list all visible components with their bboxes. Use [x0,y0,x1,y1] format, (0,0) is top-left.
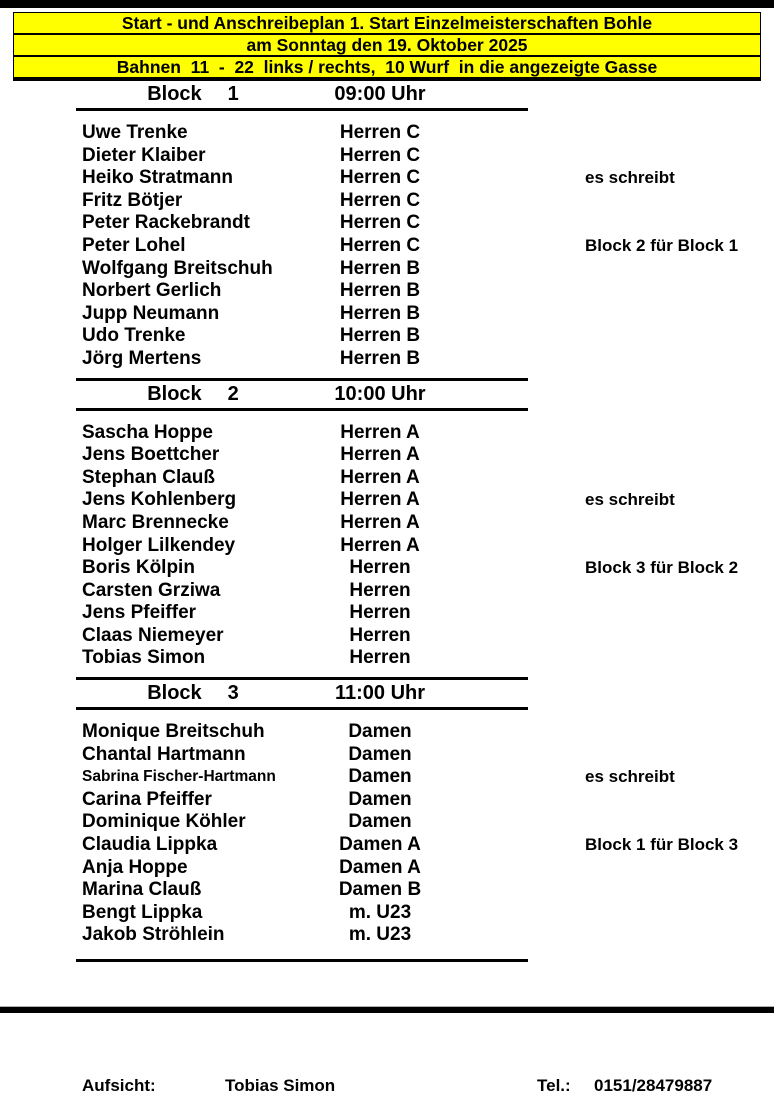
row-left-margin [0,235,82,258]
row-left-margin [0,325,82,348]
row-left-margin [0,512,82,535]
row-left-margin [0,422,82,445]
participant-row [0,902,774,925]
row-note [585,602,774,625]
header-right-spacer [585,81,774,108]
row-note [585,625,774,648]
participant-name: Carsten Grziwa [82,579,221,601]
row-note [585,422,774,445]
row-note [585,190,774,213]
block-section [0,680,774,959]
blocks-container [0,81,774,962]
participant-category: Herren C [339,122,421,143]
header-right-spacer [585,680,774,707]
participant-name: Jens Pfeiffer [82,602,197,624]
block-section [0,81,774,378]
participant-name: Claudia Lippka [82,834,218,856]
block-label: Block [147,682,202,705]
participant-row [0,535,774,558]
participant-name: Wolfgang Breitschuh [82,257,273,279]
header-banner [13,12,761,81]
row-note [585,721,774,744]
block-number: 2 [227,382,239,405]
block-number: 1 [227,83,239,105]
row-left-margin [0,348,82,371]
participant-category: Damen A [339,856,421,878]
row-gap [456,879,585,902]
block-title [82,680,304,707]
row-note: Block 3 für Block 2 [585,558,739,578]
participant-category: Herren A [340,489,420,511]
participant-category: Herren C [339,212,421,234]
participant-name: Claas Niemeyer [82,624,224,646]
header-spacer [456,381,585,408]
row-note [585,212,774,235]
header-left-margin [0,381,82,408]
participant-row [0,325,774,348]
participant-category: Damen [348,721,412,743]
row-gap [456,422,585,445]
tel-label: Tel.: [537,1076,571,1095]
row-gap [456,789,585,812]
participant-category: Herren A [340,511,420,533]
participant-name: Peter Rackebrandt [82,212,250,234]
row-left-margin [0,167,82,190]
row-note [585,902,774,925]
row-left-margin [0,879,82,902]
block-label: Block [147,382,202,405]
header-left-margin [0,81,82,108]
row-gap [456,744,585,767]
participant-row [0,811,774,834]
row-gap [456,235,585,258]
row-left-margin [0,535,82,558]
participant-name: Stephan Clauß [82,466,216,488]
top-border-bar [0,0,774,8]
participant-category: Herren B [339,257,421,279]
row-left-margin [0,557,82,580]
row-note [585,512,774,535]
row-note [585,744,774,767]
row-note [585,879,774,902]
participant-row [0,789,774,812]
participant-category: m. U23 [348,901,412,923]
row-left-margin [0,902,82,925]
participant-row [0,766,774,789]
row-gap [456,167,585,190]
supervision-label: Aufsicht: [82,1076,156,1095]
participant-category: Herren C [339,144,421,166]
participant-category: Herren A [340,534,420,556]
participant-category: Herren [349,647,411,669]
footer [0,1075,774,1097]
row-gap [456,489,585,512]
row-gap [456,924,585,947]
row-gap [456,766,585,789]
participant-row [0,647,774,670]
row-gap [456,602,585,625]
block-list [0,710,774,959]
block-time: 09:00 Uhr [334,83,426,105]
row-left-margin [0,647,82,670]
participant-name: Anja Hoppe [82,856,188,878]
participant-category: Damen B [338,879,422,901]
row-note [585,580,774,603]
row-note: es schreibt [585,767,675,787]
row-left-margin [0,602,82,625]
participant-row [0,167,774,190]
block-section [0,381,774,678]
block-header [0,381,774,408]
row-note [585,348,774,371]
bottom-divider [0,1006,774,1013]
participant-row [0,721,774,744]
row-gap [456,512,585,535]
participant-row [0,512,774,535]
row-note [585,145,774,168]
block-title [82,81,304,108]
participant-row [0,602,774,625]
row-left-margin [0,122,82,145]
block-list [0,411,774,678]
participant-category: Herren B [339,347,421,369]
block-list [0,111,774,378]
banner-title: Start - und Anschreibeplan 1. Start Einzelmeisterschaften Bohle [14,13,760,35]
row-note [585,811,774,834]
block-number: 3 [227,682,239,705]
row-gap [456,834,585,857]
participant-name: Chantal Hartmann [82,743,246,765]
row-left-margin [0,580,82,603]
footer-left-margin [0,1075,82,1097]
block-label: Block [147,83,202,105]
row-gap [456,212,585,235]
participant-row [0,879,774,902]
final-block-divider [76,959,528,962]
participant-name: Holger Lilkendey [82,534,236,556]
participant-row [0,280,774,303]
participant-name: Marc Brennecke [82,511,229,533]
row-left-margin [0,489,82,512]
participant-category: Herren A [340,466,420,488]
row-gap [456,535,585,558]
participant-name: Bengt Lippka [82,901,203,923]
participant-row [0,834,774,857]
row-gap [456,122,585,145]
participant-row [0,625,774,648]
participant-name: Jakob Ströhlein [82,924,225,946]
row-note [585,122,774,145]
row-note [585,303,774,326]
participant-row [0,348,774,371]
row-note [585,789,774,812]
row-left-margin [0,924,82,947]
participant-category: Herren B [339,302,421,324]
row-left-margin [0,467,82,490]
row-left-margin [0,811,82,834]
row-left-margin [0,444,82,467]
participant-row [0,924,774,947]
header-left-margin [0,680,82,707]
row-gap [456,467,585,490]
row-gap [456,325,585,348]
participant-name: Jörg Mertens [82,347,202,369]
block-header [0,680,774,707]
participant-name: Boris Kölpin [82,557,195,579]
participant-row [0,422,774,445]
row-note: es schreibt [585,490,675,510]
participant-row [0,444,774,467]
row-note [585,258,774,281]
participant-category: Herren [349,557,411,579]
row-note: Block 1 für Block 3 [585,835,739,855]
row-gap [456,348,585,371]
block-time: 11:00 Uhr [334,682,426,705]
row-note [585,924,774,947]
participant-category: Damen [348,788,412,810]
row-gap [456,303,585,326]
participant-row [0,489,774,512]
participant-category: Damen [348,743,412,765]
row-note: Block 2 für Block 1 [585,235,739,255]
participant-name: Fritz Bötjer [82,189,183,211]
participant-category: Herren [349,602,411,624]
row-gap [456,811,585,834]
row-left-margin [0,303,82,326]
row-left-margin [0,789,82,812]
participant-row [0,857,774,880]
participant-name: Jupp Neumann [82,302,220,324]
row-gap [456,625,585,648]
row-gap [456,444,585,467]
row-left-margin [0,145,82,168]
participant-category: Herren A [340,444,420,466]
participant-category: Damen A [339,834,421,856]
row-left-margin [0,857,82,880]
participant-category: Herren C [339,167,421,189]
participant-category: Herren B [339,280,421,302]
row-note [585,280,774,303]
participant-name: Peter Lohel [82,234,186,256]
participant-category: Herren [349,624,411,646]
row-left-margin [0,280,82,303]
participant-name: Udo Trenke [82,325,186,347]
participant-category: Herren [349,579,411,601]
banner-date: am Sonntag den 19. Oktober 2025 [14,35,760,57]
header-spacer [456,81,585,108]
participant-name: Dieter Klaiber [82,144,206,166]
row-note [585,535,774,558]
block-header [0,81,774,108]
header-right-spacer [585,381,774,408]
participant-category: Herren C [339,189,421,211]
participant-category: Damen [348,811,412,833]
participant-row [0,258,774,281]
block-time: 10:00 Uhr [334,382,426,405]
participant-name: Uwe Trenke [82,122,188,143]
banner-lanes-info: Bahnen 11 - 22 links / rechts, 10 Wurf in die angezeigte Gasse [14,57,760,77]
row-gap [456,258,585,281]
row-gap [456,145,585,168]
row-note [585,467,774,490]
row-gap [456,580,585,603]
block-title [82,381,304,408]
participant-row [0,467,774,490]
row-gap [456,857,585,880]
row-left-margin [0,744,82,767]
participant-name: Marina Clauß [82,879,202,901]
row-note [585,647,774,670]
row-left-margin [0,258,82,281]
participant-name: Heiko Stratmann [82,167,233,189]
row-gap [456,190,585,213]
participant-name: Jens Boettcher [82,444,220,466]
supervisor-name: Tobias Simon [225,1076,336,1095]
participant-name: Dominique Köhler [82,811,246,833]
participant-category: Herren B [339,325,421,347]
participant-name: Norbert Gerlich [82,280,222,302]
row-left-margin [0,721,82,744]
row-gap [456,557,585,580]
row-gap [456,647,585,670]
tel-number: 0151/28479887 [594,1076,713,1095]
row-gap [456,721,585,744]
participant-row [0,235,774,258]
participant-name: Carina Pfeiffer [82,788,212,810]
row-note [585,444,774,467]
row-left-margin [0,190,82,213]
row-left-margin [0,212,82,235]
row-left-margin [0,766,82,789]
row-note [585,857,774,880]
participant-name: Sascha Hoppe [82,421,213,443]
participant-row [0,212,774,235]
participant-row [0,145,774,168]
participant-category: m. U23 [348,924,412,946]
row-note [585,325,774,348]
participant-row [0,122,774,145]
participant-row [0,580,774,603]
participant-name: Sabrina Fischer-Hartmann [82,768,276,786]
row-gap [456,902,585,925]
row-left-margin [0,625,82,648]
participant-row [0,557,774,580]
participant-category: Damen [348,766,412,788]
participant-category: Herren C [339,234,421,256]
participant-category: Herren A [340,421,420,443]
participant-row [0,303,774,326]
row-left-margin [0,834,82,857]
participant-row [0,744,774,767]
row-gap [456,280,585,303]
row-note: es schreibt [585,168,675,188]
participant-name: Tobias Simon [82,647,206,669]
header-spacer [456,680,585,707]
participant-name: Jens Kohlenberg [82,489,237,511]
participant-row [0,190,774,213]
participant-name: Monique Breitschuh [82,721,265,743]
